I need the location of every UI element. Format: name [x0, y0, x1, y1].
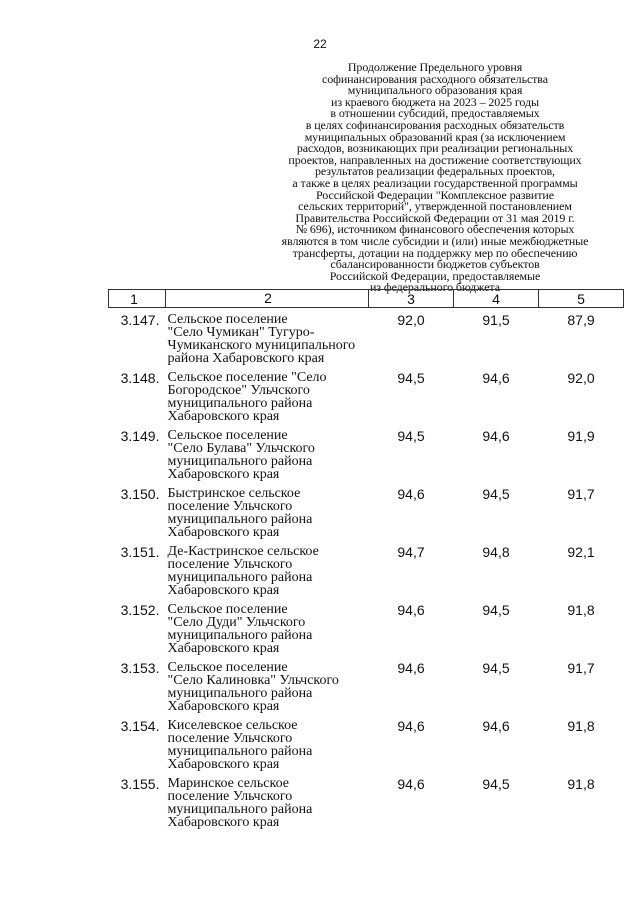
municipality-name-line: "Село Булава" Ульчского	[167, 441, 315, 456]
row-number: 3.151.	[120, 544, 160, 560]
heading-line: муниципального образования края	[347, 83, 523, 98]
value-year-2023: 94,6	[397, 776, 425, 792]
page-number: 22	[313, 37, 327, 51]
municipality-name-line: района Хабаровского края	[167, 351, 325, 366]
heading-line: сельских территорий", утвержденной постановлением	[298, 199, 572, 214]
municipality-name-line: Киселевское сельское	[167, 718, 298, 733]
value-year-2025: 91,8	[567, 718, 595, 734]
heading-line: № 696), источником финансового обеспечения которых	[295, 222, 575, 237]
heading-line: расходов, возникающих при реализации региональных	[296, 141, 574, 156]
municipality-name-line: Сельское поселение "Село	[167, 370, 327, 385]
value-year-2023: 92,0	[397, 312, 425, 328]
table-row	[109, 482, 624, 540]
municipality-name-line: муниципального района	[167, 570, 313, 585]
municipality-name-line: муниципального района	[167, 686, 313, 701]
municipality-name	[166, 656, 369, 714]
heading-line: Российской Федерации, предоставляемые	[329, 268, 541, 283]
municipality-name-line: муниципального района	[167, 454, 313, 469]
value-year-2023: 94,5	[397, 428, 425, 444]
table-row	[109, 598, 624, 656]
table-row	[109, 308, 624, 367]
municipality-name-line: Сельское поселение	[167, 312, 288, 327]
municipality-name-line: муниципального района	[167, 802, 313, 817]
value-year-2024: 94,5	[482, 660, 510, 676]
column-header-3: 3	[369, 290, 454, 308]
municipality-name	[166, 482, 369, 540]
heading-line: проектов, направленных на достижение соответствующих	[288, 152, 582, 167]
municipality-name-line: Хабаровского края	[167, 641, 280, 656]
municipality-name-line: "Село Чумикан" Тугуро-	[167, 325, 315, 340]
value-year-2024: 94,6	[482, 718, 510, 734]
value-year-2024: 94,6	[482, 370, 510, 386]
municipality-name-line: Сельское поселение	[167, 428, 288, 443]
municipality-name	[166, 308, 369, 367]
value-year-2025: 91,8	[567, 776, 595, 792]
municipality-name-line: поселение Ульчского	[167, 789, 293, 804]
heading-line: в целях софинансирования расходных обязательств	[305, 117, 565, 132]
municipality-name	[166, 424, 369, 482]
row-number: 3.154.	[120, 718, 160, 734]
municipality-name-line: "Село Дуди" Ульчского	[167, 615, 306, 630]
value-year-2025: 87,9	[567, 312, 595, 328]
municipality-name-line: Чумиканского муниципального	[167, 338, 356, 353]
row-number: 3.147.	[120, 312, 160, 328]
value-year-2023: 94,6	[397, 602, 425, 618]
value-year-2024: 94,5	[482, 602, 510, 618]
value-year-2025: 91,7	[567, 486, 595, 502]
value-year-2023: 94,7	[397, 544, 425, 560]
value-year-2025: 91,7	[567, 660, 595, 676]
heading-line: являются в том числе субсидии и (или) иные межбюджетные	[281, 233, 589, 248]
municipality-name-line: муниципального района	[167, 396, 313, 411]
value-year-2023: 94,6	[397, 660, 425, 676]
municipality-name-line: поселение Ульчского	[167, 731, 293, 746]
municipality-name-line: Маринское сельское	[167, 776, 289, 791]
value-year-2024: 94,5	[482, 486, 510, 502]
municipality-name	[166, 598, 369, 656]
municipality-name-line: Хабаровского края	[167, 467, 280, 482]
heading-line: из краевого бюджета на 2023 – 2025 годы	[331, 94, 539, 109]
municipality-name-line: поселение Ульчского	[167, 499, 293, 514]
value-year-2025: 91,8	[567, 602, 595, 618]
row-number: 3.148.	[120, 370, 160, 386]
table-row	[109, 424, 624, 482]
municipality-name-line: "Село Калиновка" Ульчского	[167, 673, 339, 688]
municipality-name-line: Де-Кастринское сельское	[167, 544, 319, 559]
column-header-4: 4	[454, 290, 539, 308]
municipality-name-line: муниципального района	[167, 744, 313, 759]
municipality-name	[166, 540, 369, 598]
row-number: 3.150.	[120, 486, 160, 502]
municipality-name	[166, 772, 369, 830]
row-number: 3.149.	[120, 428, 160, 444]
row-number: 3.155.	[120, 776, 160, 792]
heading-line: Продолжение Предельного уровня	[347, 60, 523, 74]
municipality-name-line: Хабаровского края	[167, 409, 280, 424]
data-table	[108, 289, 624, 830]
heading-line: Правительства Российской Федерации от 31 мая 2019 г.	[295, 210, 575, 225]
table-header-row	[109, 290, 624, 308]
municipality-name-line: Сельское поселение	[167, 660, 288, 675]
table-row	[109, 772, 624, 830]
heading-line: сбалансированности бюджетов субъектов	[330, 257, 540, 272]
value-year-2023: 94,5	[397, 370, 425, 386]
municipality-name-line: муниципального района	[167, 628, 313, 643]
municipality-name	[166, 366, 369, 424]
heading-line: софинансирования расходного обязательства	[322, 71, 548, 86]
municipality-name-line: Хабаровского края	[167, 583, 280, 598]
column-header-1: 1	[109, 290, 166, 308]
table-row	[109, 540, 624, 598]
municipality-name-line: Сельское поселение	[167, 602, 288, 617]
value-year-2024: 94,5	[482, 776, 510, 792]
row-number: 3.152.	[120, 602, 160, 618]
value-year-2024: 91,5	[482, 312, 510, 328]
heading-line: а также в целях реализации государственной программы	[292, 175, 578, 190]
municipality-name-line: Хабаровского края	[167, 525, 280, 540]
table-row	[109, 656, 624, 714]
heading-line: из федерального бюджета	[370, 280, 500, 295]
heading-line: в отношении субсидий, предоставляемых	[330, 106, 540, 121]
municipality-name-line: Хабаровского края	[167, 699, 280, 714]
heading-line: трансферты, дотации на поддержку мер по обеспечению	[292, 245, 578, 260]
column-header-5: 5	[539, 290, 624, 308]
heading-line: результатов реализации федеральных проектов,	[315, 164, 555, 179]
municipality-name-line: Хабаровского края	[167, 815, 280, 830]
value-year-2024: 94,6	[482, 428, 510, 444]
value-year-2024: 94,8	[482, 544, 510, 560]
heading-line: Российской Федерации "Комплексное развитие	[316, 187, 554, 202]
value-year-2025: 91,9	[567, 428, 595, 444]
column-header-2: 2	[166, 290, 369, 308]
municipality-name-line: Богородское" Ульчского	[167, 383, 310, 398]
value-year-2025: 92,0	[567, 370, 595, 386]
value-year-2023: 94,6	[397, 718, 425, 734]
table-row	[109, 366, 624, 424]
value-year-2023: 94,6	[397, 486, 425, 502]
municipality-name-line: Хабаровского края	[167, 757, 280, 772]
municipality-name-line: муниципального района	[167, 512, 313, 527]
appendix-heading	[262, 62, 608, 294]
value-year-2025: 92,1	[567, 544, 595, 560]
table-row	[109, 714, 624, 772]
municipality-name-line: поселение Ульчского	[167, 557, 293, 572]
heading-line: муниципальных образований края (за исключением	[304, 129, 566, 144]
municipality-name	[166, 714, 369, 772]
municipality-name-line: Быстринское сельское	[167, 486, 301, 501]
row-number: 3.153.	[120, 660, 160, 676]
